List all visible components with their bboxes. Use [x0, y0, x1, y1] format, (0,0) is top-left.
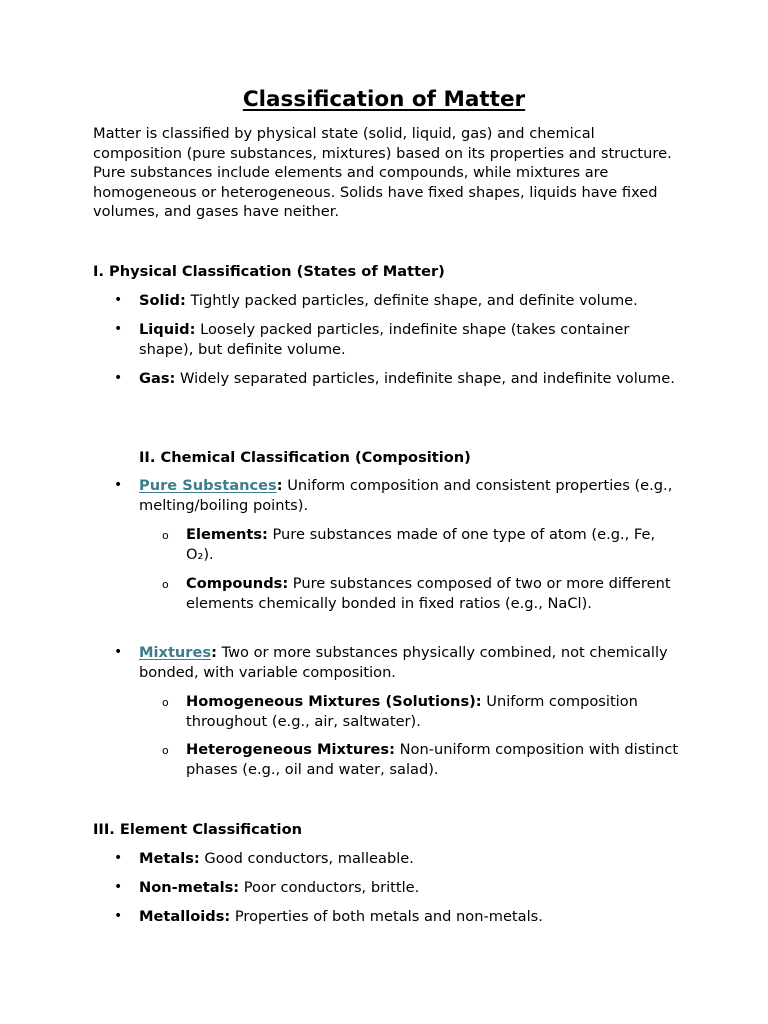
circle-bullet-icon: o: [162, 696, 169, 709]
section-heading-chemical: II. Chemical Classification (Composition): [139, 449, 471, 466]
colon: :: [211, 644, 217, 661]
list-item-non-metals: [114, 878, 684, 898]
circle-bullet-icon: o: [162, 744, 169, 757]
intro-paragraph: Matter is classified by physical state (solid, liquid, gas) and chemical composition (pure substances, mixtures) based on its properties and structure. Pure substances include elements and compounds, while mixtures are homogeneous or heterogeneous. Solids have fixed shapes, liquids have fixed volumes, and gases have neither.: [93, 125, 672, 221]
sub-item-homogeneous: [162, 692, 684, 731]
term-compounds: Compounds:: [186, 575, 289, 592]
desc-elements: Pure substances made of one type of atom (e.g., Fe, O₂).: [186, 526, 656, 563]
colon: :: [276, 477, 283, 494]
desc-non-metals: Poor conductors, brittle.: [239, 879, 420, 896]
bullet-icon: •: [114, 477, 123, 493]
list-item-liquid: [114, 320, 684, 359]
circle-bullet-icon: o: [162, 529, 169, 542]
desc-homogeneous: Uniform composition throughout (e.g., air, saltwater).: [186, 693, 638, 730]
term-non-metals: Non-metals:: [139, 879, 240, 896]
sub-item-heterogeneous: [162, 740, 684, 779]
term-metalloids: Metalloids:: [139, 908, 231, 925]
term-heterogeneous: Heterogeneous Mixtures:: [186, 741, 395, 758]
list-item-mixtures: [114, 643, 684, 682]
desc-heterogeneous: Non-uniform composition with distinct phases (e.g., oil and water, salad).: [186, 741, 679, 778]
term-gas: Gas:: [139, 370, 176, 387]
list-item-gas: [114, 369, 684, 389]
circle-bullet-icon: o: [162, 578, 169, 591]
bullet-icon: •: [114, 850, 123, 866]
list-item-pure-substances: [114, 476, 684, 515]
desc-solid: Tightly packed particles, definite shape, and definite volume.: [185, 292, 638, 309]
desc-gas: Widely separated particles, indefinite shape, and indefinite volume.: [175, 370, 675, 387]
desc-metalloids: Properties of both metals and non-metals.: [230, 908, 543, 925]
section-heading-element: III. Element Classification: [93, 821, 302, 838]
term-liquid: Liquid:: [139, 321, 196, 338]
mixtures-link[interactable]: Mixtures: [139, 644, 212, 661]
sub-item-elements: [162, 525, 684, 564]
term-elements: Elements:: [186, 526, 268, 543]
desc-mixtures: Two or more substances physically combined, not chemically bonded, with variable composition.: [139, 644, 668, 681]
list-item-metals: [114, 849, 684, 869]
bullet-icon: •: [114, 321, 123, 337]
bullet-icon: •: [114, 644, 123, 660]
pure-substances-link[interactable]: Pure Substances: [139, 477, 277, 494]
section-heading-physical: I. Physical Classification (States of Matter): [93, 263, 445, 280]
bullet-icon: •: [114, 292, 123, 308]
term-metals: Metals:: [139, 850, 200, 867]
bullet-icon: •: [114, 879, 123, 895]
term-solid: Solid:: [139, 292, 186, 309]
desc-compounds: Pure substances composed of two or more different elements chemically bonded in fixed ratios (e.g., NaCl).: [186, 575, 671, 612]
sub-item-compounds: [162, 574, 684, 613]
desc-pure-substances: Uniform composition and consistent properties (e.g., melting/boiling points).: [139, 477, 673, 514]
list-item-metalloids: [114, 907, 684, 927]
bullet-icon: •: [114, 908, 123, 924]
term-homogeneous: Homogeneous Mixtures (Solutions):: [186, 693, 482, 710]
desc-metals: Good conductors, malleable.: [199, 850, 414, 867]
bullet-icon: •: [114, 370, 123, 386]
desc-liquid: Loosely packed particles, indefinite shape (takes container shape), but definite volume.: [139, 321, 630, 358]
list-item-solid: [114, 291, 684, 311]
page-title: Classification of Matter: [242, 87, 526, 112]
